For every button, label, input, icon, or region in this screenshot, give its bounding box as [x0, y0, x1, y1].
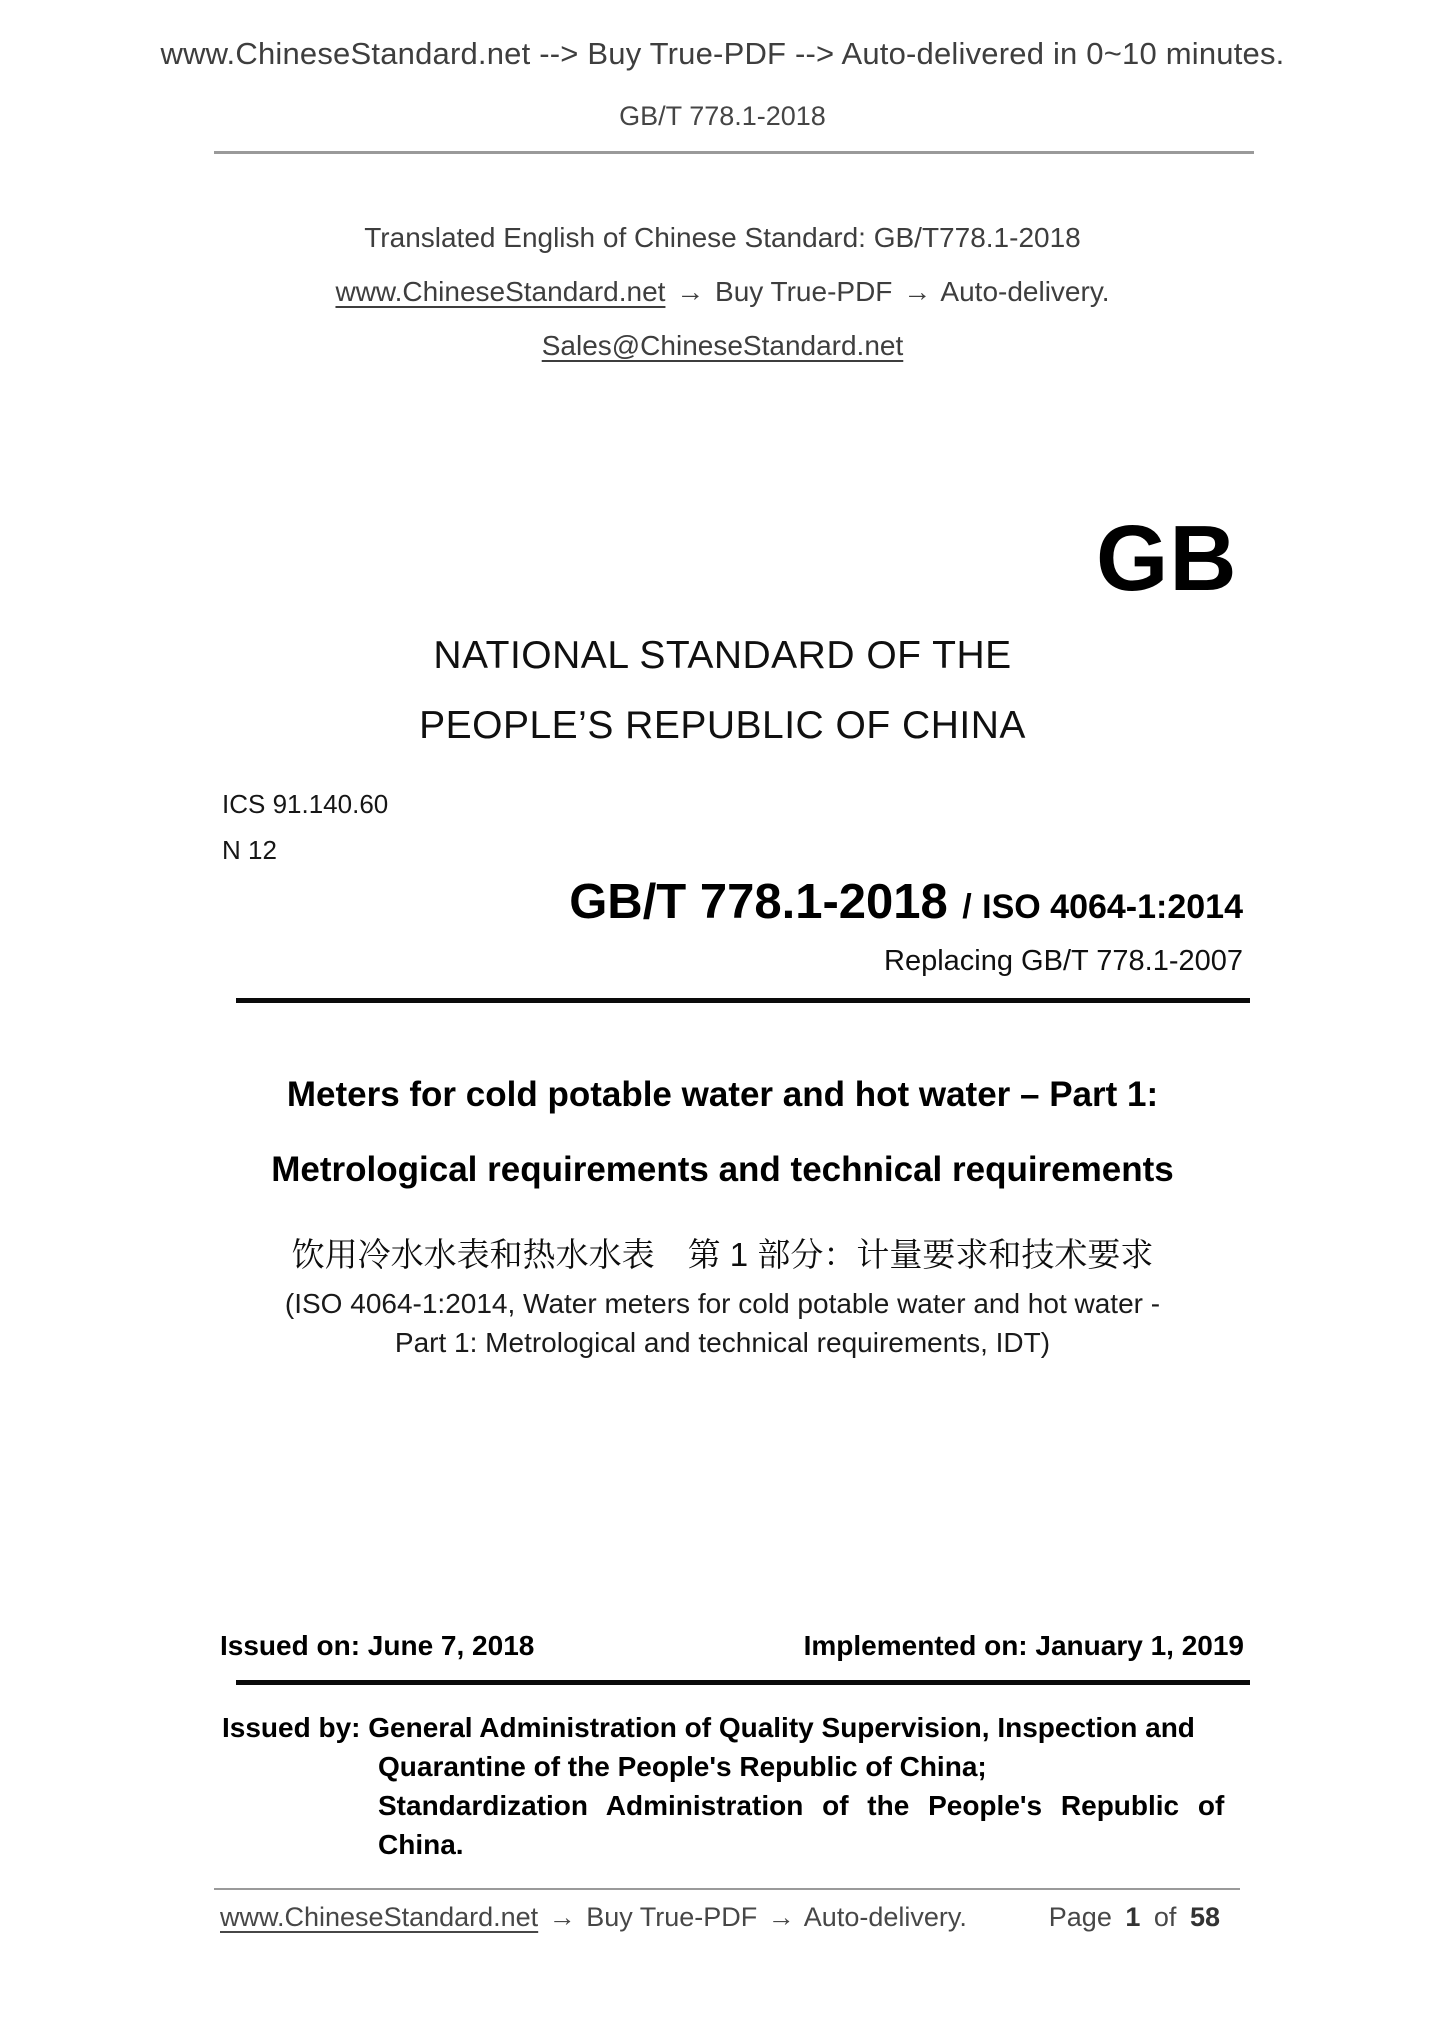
ics-code: ICS 91.140.60 — [222, 789, 389, 819]
footer-site-link[interactable]: www.ChineseStandard.net — [220, 1902, 539, 1932]
national-standard-line1: NATIONAL STANDARD OF THE — [433, 634, 1012, 677]
doc-number-header: GB/T 778.1-2018 — [619, 101, 826, 131]
issuer-name-part1: General Administration of Quality Supervision, Inspection and — [368, 1712, 1195, 1743]
replacing-note: Replacing GB/T 778.1-2007 — [884, 945, 1243, 977]
page-label: Page — [1048, 1902, 1112, 1932]
dates-row — [220, 1630, 1244, 1662]
right-arrow-icon: → — [903, 276, 932, 307]
footer-buy-text: Buy True-PDF — [586, 1902, 758, 1932]
iso-note-line1: (ISO 4064-1:2014, Water meters for cold potable water and hot water - — [284, 1288, 1161, 1319]
footer-delivery-text: Auto-delivery. — [803, 1902, 967, 1932]
of-label: of — [1153, 1902, 1177, 1932]
implemented-date: Implemented on: January 1, 2019 — [803, 1630, 1244, 1661]
right-arrow-icon: → — [676, 276, 705, 307]
dates-divider — [236, 1680, 1250, 1685]
issued-by-label: Issued by: — [222, 1712, 361, 1743]
chinese-title: 饮用冷水水表和热水水表 第 1 部分：计量要求和技术要求 — [291, 1236, 1154, 1273]
page-number: 1 — [1125, 1902, 1141, 1932]
buy-text: Buy True-PDF — [715, 276, 893, 307]
sales-email-link[interactable]: Sales@ChineseStandard.net — [541, 330, 904, 361]
footer-divider — [214, 1888, 1240, 1890]
translated-note: Translated English of Chinese Standard: GB/T778.1-2018 — [364, 222, 1081, 253]
footer-buy-line — [220, 1902, 967, 1933]
site-link[interactable]: www.ChineseStandard.net — [335, 276, 666, 307]
national-standard-line2: PEOPLE’S REPUBLIC OF CHINA — [419, 704, 1026, 747]
page-footer — [220, 1902, 1223, 1933]
title-line2: Metrological requirements and technical requirements — [271, 1150, 1174, 1189]
issuer-line1 — [222, 1708, 1252, 1747]
buy-line — [0, 276, 1445, 308]
issuer-line4: China. — [378, 1829, 464, 1860]
standard-separator: / — [962, 888, 972, 926]
right-arrow-icon: → — [767, 1902, 795, 1932]
header-divider — [214, 151, 1254, 154]
issuer-line2: Quarantine of the People's Republic of China; — [378, 1751, 987, 1782]
right-arrow-icon: → — [548, 1902, 576, 1932]
standard-number: GB/T 778.1-2018 — [569, 875, 948, 929]
page-total: 58 — [1189, 1902, 1220, 1932]
gb-logo: GB — [1096, 506, 1238, 610]
site-banner: www.ChineseStandard.net --> Buy True-PDF --> Auto-delivered in 0~10 minutes. — [160, 36, 1285, 71]
issued-date: Issued on: June 7, 2018 — [220, 1630, 535, 1661]
contact-line — [0, 330, 1445, 362]
masthead-divider — [236, 998, 1250, 1003]
iso-note-line2: Part 1: Metrological and technical requirements, IDT) — [394, 1327, 1051, 1358]
title-line1: Meters for cold potable water and hot water – Part 1: — [286, 1075, 1159, 1114]
page-indicator — [1046, 1902, 1223, 1933]
issuer-line3: Standardization Administration of the People's Republic of — [378, 1790, 1225, 1821]
standard-number-line — [569, 875, 1243, 929]
iso-number: ISO 4064-1:2014 — [982, 888, 1243, 926]
classification-code: N 12 — [222, 835, 277, 865]
delivery-text: Auto-delivery. — [940, 276, 1110, 307]
issuer-block — [222, 1708, 1252, 1864]
